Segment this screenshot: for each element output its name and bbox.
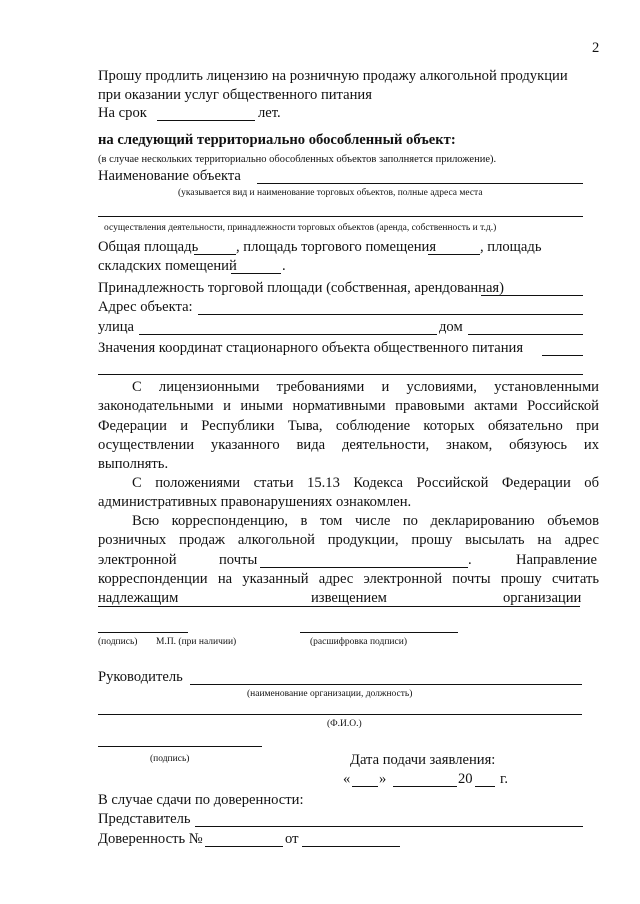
date-open-quote: «	[343, 771, 351, 787]
object-name-label: Наименование объекта	[98, 168, 241, 184]
address-field[interactable]	[198, 314, 583, 315]
date-day-field[interactable]	[352, 786, 378, 787]
email-word-1: электронной	[98, 552, 177, 568]
total-area-label: Общая площадь	[98, 239, 199, 255]
object-note: (в случае нескольких территориально обособленных объектов заполняется приложение).	[98, 154, 497, 165]
proxy-date-field[interactable]	[302, 846, 400, 847]
organization-hint: (наименование организации, должность)	[247, 689, 413, 699]
date-year-suffix: г.	[500, 771, 508, 787]
p2-line-2: административных правонарушениях ознакомлен.	[98, 494, 412, 510]
head-label: Руководитель	[98, 669, 183, 685]
proxy-number-label: Доверенность №	[98, 831, 203, 847]
request-line-1: Прошу продлить лицензию на розничную продажу алкогольной продукции	[98, 68, 568, 84]
ownership-label: Принадлежность торговой площади (собственная, арендованная)	[98, 280, 504, 296]
coords-field[interactable]	[542, 355, 583, 356]
storage-area-field[interactable]	[231, 273, 281, 274]
p1-line-1: С лицензионными требованиями и условиями, установленными	[132, 379, 599, 395]
p1-line-4: осуществлении указанного вида деятельности, знаком, обязуюсь их	[98, 437, 599, 453]
representative-field[interactable]	[195, 826, 583, 827]
coords-field-2[interactable]	[98, 374, 583, 375]
date-close-quote: »	[379, 771, 387, 787]
street-label: улица	[98, 319, 135, 335]
proxy-heading: В случае сдачи по доверенности:	[98, 792, 304, 808]
signature-label-2: (подпись)	[150, 754, 190, 764]
proxy-from-label: от	[285, 831, 299, 847]
object-name-field-2[interactable]	[98, 216, 583, 217]
trade-area-label: , площадь торгового помещения	[236, 239, 437, 255]
object-name-hint-2: осуществления деятельности, принадлежности торговых объектов (аренда, собственность и т.д.)	[104, 223, 497, 233]
storage-label: складских помещений	[98, 258, 237, 274]
email-word-2: почты	[219, 552, 258, 568]
signature-field[interactable]	[98, 632, 188, 633]
object-name-hint-1: (указывается вид и наименование торговых объектов, полные адреса места	[178, 188, 483, 198]
proxy-number-field[interactable]	[205, 846, 283, 847]
term-prefix: На срок	[98, 105, 147, 121]
trade-area-field[interactable]	[428, 254, 480, 255]
stamp-label: М.П. (при наличии)	[156, 637, 237, 647]
date-month-field[interactable]	[393, 786, 457, 787]
p1-line-5: выполнять.	[98, 456, 169, 472]
p3-line-2: розничных продаж алкогольной продукции, прошу высылать на адрес	[98, 532, 599, 548]
p1-line-3: Федерации и Республики Тыва, соблюдение которых обязательно при	[98, 418, 599, 434]
object-name-field[interactable]	[257, 183, 583, 184]
p1-line-2: законодательными и иными нормативными правовыми актами Российской	[98, 398, 599, 414]
house-label: дом	[439, 319, 463, 335]
date-year-field[interactable]	[475, 786, 495, 787]
date-year-prefix: 20	[458, 771, 473, 787]
request-line-2: при оказании услуг общественного питания	[98, 87, 372, 103]
signature-label: (подпись)	[98, 637, 138, 647]
representative-label: Представитель	[98, 811, 191, 827]
email-end: .	[468, 552, 472, 568]
signature-field-2[interactable]	[98, 746, 262, 747]
term-field[interactable]	[157, 120, 255, 121]
p3-line-5-c: организации	[503, 590, 582, 606]
email-field[interactable]	[260, 567, 468, 568]
email-word-3: Направление	[516, 552, 597, 568]
house-field[interactable]	[468, 334, 583, 335]
address-label: Адрес объекта:	[98, 299, 193, 315]
page-number: 2	[592, 40, 600, 56]
head-field[interactable]	[190, 684, 582, 685]
fio-label: (Ф.И.О.)	[327, 719, 362, 729]
term-suffix: лет.	[258, 105, 281, 121]
date-label: Дата подачи заявления:	[350, 752, 496, 768]
signature-decode-field[interactable]	[300, 632, 458, 633]
p3-line-5-b: извещением	[311, 590, 387, 606]
organization-field[interactable]	[98, 606, 580, 607]
p3-line-4: корреспонденции на указанный адрес электронной почты прошу считать	[98, 571, 599, 587]
ownership-field[interactable]	[481, 295, 583, 296]
p3-line-5-a: надлежащим	[98, 590, 179, 606]
object-heading: на следующий территориально обособленный объект:	[98, 132, 456, 148]
street-field[interactable]	[139, 334, 437, 335]
p3-line-1: Всю корреспонденцию, в том числе по декларированию объемов	[132, 513, 599, 529]
signature-decode-label: (расшифровка подписи)	[310, 637, 407, 647]
coords-label: Значения координат стационарного объекта общественного питания	[98, 340, 524, 356]
total-area-field[interactable]	[194, 254, 236, 255]
fio-field[interactable]	[98, 714, 582, 715]
area-suffix: , площадь	[480, 239, 542, 255]
p2-line-1: С положениями статьи 15.13 Кодекса Российской Федерации об	[132, 475, 599, 491]
storage-end: .	[282, 258, 286, 274]
